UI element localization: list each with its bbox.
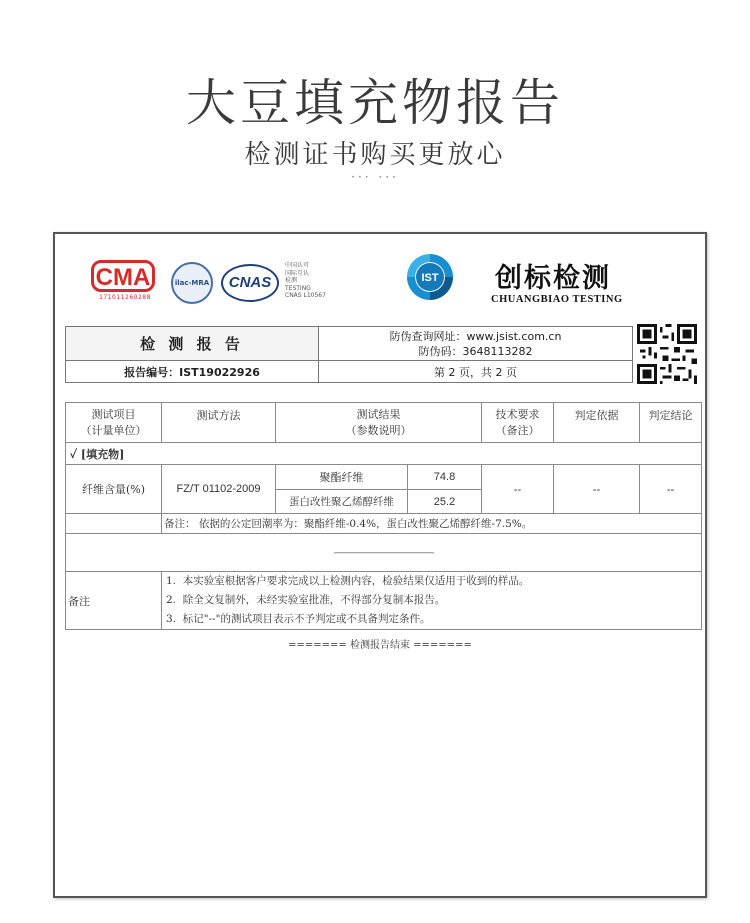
qr-code-icon [637, 324, 697, 384]
result-value: 25.2 [408, 490, 482, 514]
cnas-caption-line: 检测 [285, 277, 298, 284]
anti-fake-code: 防伪码：3648113282 [418, 344, 533, 358]
cnas-logo: CNAS [221, 264, 279, 302]
cma-mark: CMA [91, 260, 155, 292]
header-line: （备注） [495, 423, 540, 437]
cnas-caption-line: 国际互认 [285, 269, 310, 277]
report-number: 报告编号：IST19022926 [66, 361, 319, 383]
cnas-caption-line: CNAS L10567 [285, 292, 326, 299]
cma-logo [91, 260, 159, 300]
brand-name-en: CHUANGBIAO TESTING [491, 294, 623, 305]
header-conclusion: 判定结论 [640, 403, 702, 443]
test-method: FZ/T 01102-2009 [162, 465, 276, 514]
test-item: 纤维含量(%) [66, 465, 162, 514]
note-row: 备注： 依据的公定回潮率为：聚酯纤维-0.4%，蛋白改性聚乙烯醇纤维-7.5%。 [162, 514, 702, 534]
section-filler: ✓ [填充物] [66, 443, 702, 465]
note-spacer [66, 514, 162, 534]
blank-row: —————————— [66, 534, 702, 572]
report-header-table [65, 326, 633, 383]
test-report-document [53, 232, 707, 898]
results-table [65, 402, 702, 630]
logo-bar [55, 234, 705, 322]
header-line: （参数说明） [345, 423, 412, 437]
remark-num: 2. [166, 594, 177, 606]
page-info: 第 2 页，共 2 页 [319, 361, 633, 383]
header-line: 测试项目 [91, 407, 136, 421]
anti-fake-site: 防伪查询网址：www.jsist.com.cn [389, 329, 562, 343]
decorative-dots: ··· ··· [351, 170, 399, 184]
report-end-marker: ======= 检测报告结束 ======= [288, 640, 472, 651]
remark-item [166, 591, 701, 610]
ist-logo-text: IST [421, 272, 439, 284]
cnas-caption-line: TESTING [285, 284, 311, 292]
page-subtitle: 检测证书购买更放心 [244, 140, 506, 170]
cnas-caption-line: 中国认可 [285, 262, 310, 269]
header-line: 技术要求 [495, 407, 540, 421]
remark-item [166, 610, 701, 629]
ilac-mra-logo: ilac-MRA [171, 262, 213, 304]
remark-num: 3. [166, 613, 177, 625]
page-title: 大豆填充物报告 [186, 74, 564, 132]
remark-text: 除全文复制外，未经实验室批准，不得部分复制本报告。 [182, 594, 446, 606]
remarks-label: 备注 [66, 572, 162, 630]
result-name: 聚酯纤维 [276, 465, 408, 490]
remark-text: 本实验室根据客户要求完成以上检测内容，检验结果仅适用于收到的样品。 [182, 575, 530, 587]
remarks-list [162, 572, 702, 630]
ist-logo-icon [405, 252, 455, 302]
basis-value: -- [554, 465, 640, 514]
header-basis: 判定依据 [554, 403, 640, 443]
remark-item [166, 572, 701, 591]
cma-number: 171011260288 [99, 294, 151, 301]
remark-text: 标记"--"的测试项目表示不予判定或不具备判定条件。 [182, 613, 431, 625]
header-line: 测试结果 [356, 407, 401, 421]
requirement-value: -- [482, 465, 554, 514]
anti-fake-info [319, 327, 633, 361]
cnas-caption [285, 262, 345, 300]
header-requirement [482, 403, 554, 443]
remark-num: 1. [166, 575, 177, 587]
header-test-method: 测试方法 [162, 403, 276, 443]
header-test-result [276, 403, 482, 443]
header-test-item [66, 403, 162, 443]
header-line: （计量单位） [80, 423, 147, 437]
page-header [0, 0, 750, 230]
result-name: 蛋白改性聚乙烯醇纤维 [276, 490, 408, 514]
result-value: 74.8 [408, 465, 482, 490]
conclusion-value: -- [640, 465, 702, 514]
report-title: 检 测 报 告 [66, 327, 319, 361]
brand-name-cn: 创标检测 [495, 263, 611, 294]
